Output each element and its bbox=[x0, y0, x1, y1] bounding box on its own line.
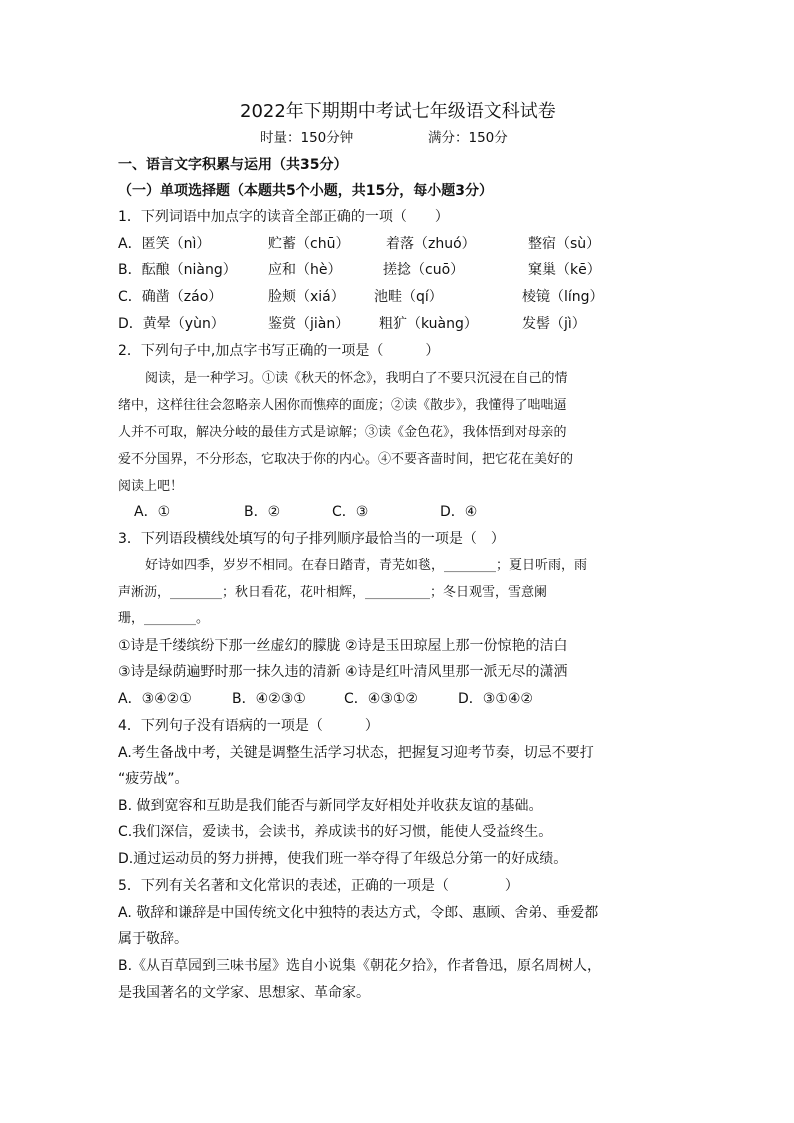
q5-option-line: B.《从百草园到三味书屋》选自小说集《朝花夕拾》，作者鲁迅，原名周树人， bbox=[118, 958, 602, 974]
question-4-stem: 4．下列句子没有语病的一项是（ ） bbox=[118, 718, 379, 734]
q1-a-3: 着落（zhuó） bbox=[386, 236, 476, 252]
q3-choice-line: ①诗是千缕缤纷下那一丝虚幻的朦胧 ②诗是玉田琼屋上那一份惊艳的洁白 bbox=[118, 638, 568, 654]
page-title: 2022年下期期中考试七年级语文科试卷 bbox=[240, 101, 556, 122]
q2-option-c: C．③ bbox=[332, 504, 369, 520]
q2-option-d: D．④ bbox=[440, 504, 478, 520]
q2-option-a: A．① bbox=[134, 504, 171, 520]
q1-a-2: 贮蓄（chū） bbox=[268, 236, 350, 252]
q1-c-1: C．确凿（záo） bbox=[118, 289, 223, 305]
q2-passage-line: 绪中，这样往往会忽略亲人困你而憔瘁的面庞；②读《散步》，我懂得了咄咄逼 bbox=[118, 398, 567, 413]
q3-passage-line: 珊，________。 bbox=[118, 611, 210, 626]
q3-option-c: C．④③①② bbox=[344, 691, 418, 707]
q1-b-3: 搓捻（cuō） bbox=[383, 262, 465, 278]
q2-passage-line: 人并不可取，解决分岐的最佳方式是谅解；③读《金色花》，我体悟到对母亲的 bbox=[118, 425, 567, 440]
q5-option-line: 属于敬辞。 bbox=[118, 931, 188, 947]
q5-option-line: 是我国著名的文学家、思想家、革命家。 bbox=[118, 985, 370, 1001]
q1-d-4: 发髻（jì） bbox=[522, 316, 586, 332]
question-2-stem: 2．下列句子中,加点字书写正确的一项是（ ） bbox=[118, 343, 440, 359]
question-5-stem: 5．下列有关名著和文化常识的表述，正确的一项是（ ） bbox=[118, 878, 519, 894]
question-1-stem: 1．下列词语中加点字的读音全部正确的一项（ ） bbox=[118, 209, 449, 225]
question-3-stem: 3．下列语段横线处填写的句子排列顺序最恰当的一项是（ ） bbox=[118, 531, 505, 547]
q2-passage-line: 阅读，是一种学习。①读《秋天的怀念》，我明白了不要只沉浸在自己的情 bbox=[132, 371, 568, 386]
exam-duration: 时量：150分钟 bbox=[260, 130, 354, 146]
q3-passage-line: 声淅沥，________；秋日看花，花叶相辉，__________；冬日观雪，雪意阑 bbox=[118, 585, 548, 600]
q1-c-4: 棱镜（líng） bbox=[522, 289, 604, 305]
q1-a-4: 整宿（sù） bbox=[528, 236, 601, 252]
q1-d-2: 鉴赏（jiàn） bbox=[268, 316, 350, 332]
exam-full-score: 满分：150分 bbox=[428, 130, 508, 146]
q1-d-3: 粗犷（kuàng） bbox=[379, 316, 478, 332]
q4-option-line: C.我们深信，爱读书，会读书，养成读书的好习惯，能使人受益终生。 bbox=[118, 824, 553, 840]
q1-b-2: 应和（hè） bbox=[268, 262, 342, 278]
q3-passage-line: 好诗如四季，岁岁不相同。在春日踏青，青芜如毯，________；夏日听雨，雨 bbox=[132, 558, 588, 573]
q1-a-1: A．匿笑（nì） bbox=[118, 236, 211, 252]
q4-option-line: A.考生备战中考，关键是调整生活学习状态，把握复习迎考节奏，切忌不要打 bbox=[118, 745, 594, 761]
q2-passage-line: 爱不分国界，不分形态，它取决于你的内心。④不要吝啬时间，把它花在美好的 bbox=[118, 452, 574, 467]
q3-option-a: A．③④②① bbox=[118, 691, 192, 707]
q4-option-line: B. 做到宽容和互助是我们能否与新同学友好相处并收获友谊的基础。 bbox=[118, 798, 543, 814]
q3-option-b: B．④②③① bbox=[232, 691, 306, 707]
q1-c-3: 池畦（qí） bbox=[374, 289, 443, 305]
q2-passage-line: 阅读上吧！ bbox=[118, 479, 184, 494]
q5-option-line: A. 敬辞和谦辞是中国传统文化中独特的表达方式，令郎、惠顾、舍弟、垂爱都 bbox=[118, 905, 599, 921]
q2-option-b: B．② bbox=[244, 504, 281, 520]
q3-choice-line: ③诗是绿荫遍野时那一抹久违的清新 ④诗是红叶清风里那一派无尽的潇洒 bbox=[118, 664, 568, 680]
q1-d-1: D．黄晕（yùn） bbox=[118, 316, 225, 332]
q1-b-1: B．酝酿（niàng） bbox=[118, 262, 237, 278]
q4-option-line: D.通过运动员的努力拼搏，使我们班一举夺得了年级总分第一的好成绩。 bbox=[118, 851, 568, 867]
section-heading: 一、语言文字积累与运用（共35分） bbox=[118, 157, 348, 173]
q1-b-4: 窠巢（kē） bbox=[528, 262, 601, 278]
q4-option-line: “疲劳战”。 bbox=[118, 771, 189, 787]
q1-c-2: 脸颊（xiá） bbox=[268, 289, 345, 305]
q3-option-d: D．③①④② bbox=[458, 691, 533, 707]
part-heading: （一）单项选择题（本题共5个小题，共15分，每小题3分） bbox=[118, 183, 493, 199]
